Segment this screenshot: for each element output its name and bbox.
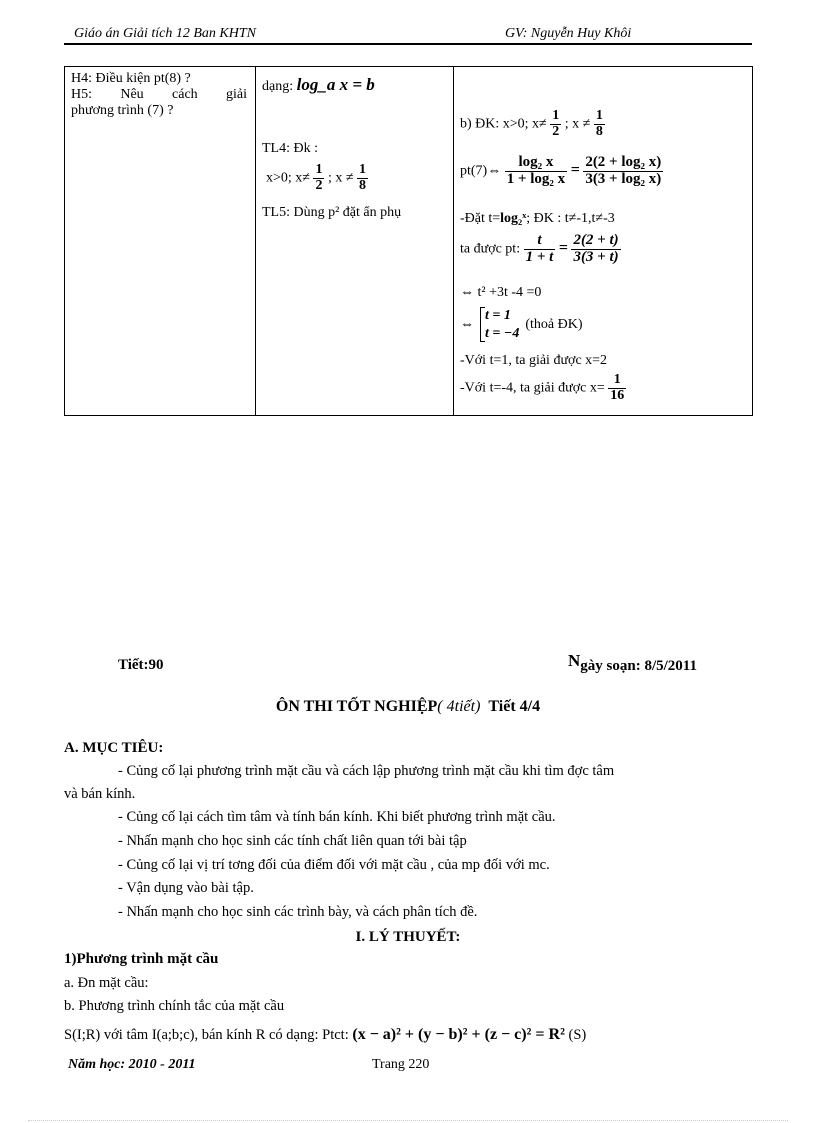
sphere-formula-text: S(I;R) với tâm I(a;b;c), bán kính R có dạng: Ptct: [64,1027,349,1043]
solution-cell: b) ĐK: x>0; x≠ $\frac{1}{2}$ ; x ≠ $\frac{1}{8}$ pt(7)⇔ $\frac{\text{log₂ x}}{\text{1 + log₂ x}}$ = $\frac{\text{2(2 + log₂ x)}}{\text{3(3 + log₂ x)}}$ -Đặt t=log₂ˣ; ĐK : t≠-1,t≠-3 ta được pt: $\frac{t}{1 + t}$ = $\frac{2(2 + t)}{3(3 + t)}$ ⇔ t² +3t -4 =0 ⇔ t = 1 t = −4 (thoả ĐK) -Với t=1, ta giải được x=2 -Với t=-4, ta giải được x= $\frac{1}{16}$ [454,67,753,416]
sphere-formula: (x − a)² + (y − b)² + (z − c)² = R² [352,1026,565,1043]
objective-1: - Củng cố lại phương trình mặt cầu và cách lập phương trình mặt cầu khi tìm đợc tâm [118,763,615,779]
objectives-heading: A. MỤC TIÊU: [64,740,164,756]
new-equation-label: ta được pt: [460,241,521,257]
case-t-equals-minus4: t = −4 [485,325,520,341]
objective-1-cont: và bán kính. [64,786,136,802]
satisfies-condition: (thoả ĐK) [525,316,583,332]
fraction-one-half: $\frac{1}{2}$ [552,108,560,139]
fraction-one-half: $\frac{1}{2}$ [315,162,323,193]
page-edge [28,1120,788,1121]
substitution-prefix: -Đặt t= [460,211,501,226]
prepared-date: Ngày soạn: 8/5/2011 [568,651,697,674]
fraction-one-sixteenth: $\frac{1}{16}$ [610,372,625,403]
substitution-suffix: ; ĐK : t≠-1,t≠-3 [526,211,615,226]
question-h5-line1: H5: Nêu cách giải [71,87,247,102]
case-t-equals-1: t = 1 [485,308,511,323]
objective-2: - Củng cố lại cách tìm tâm và tính bán kính. Khi biết phương trình mặt cầu. [118,809,556,825]
objective-6: - Nhấn mạnh cho học sinh các trình bày, và cách phân tích đề. [118,904,478,920]
canonical-equation: b. Phương trình chính tắc của mặt cầu [64,998,285,1014]
fraction-one-eighth: $\frac{1}{8}$ [595,108,603,139]
question-h5-line2: phương trình (7) ? [71,103,174,118]
sphere-definition: a. Đn mặt cầu: [64,975,149,991]
equiv-symbol: ⇔ [460,316,474,332]
pt7-lhs-fraction: $\frac{\text{log₂ x}}{\text{1 + log₂ x}}$ [506,154,566,187]
theory-heading: I. LÝ THUYẾT: [355,929,461,945]
page-number: Trang 220 [372,1057,430,1072]
condition-sep: ; x ≠ [564,116,591,132]
substitution-log: log₂ˣ [500,211,527,226]
header-left: Giáo án Giải tích 12 Ban KHTN [74,26,257,41]
log-formula: log_a x = b [296,75,375,94]
tl4-title: TL4: Đk : [262,141,318,156]
pt7-label: pt(7)⇔ [460,163,502,179]
question-h4: H4: Điều kiện pt(8) ? [71,71,191,86]
objective-3: - Nhấn mạnh cho học sinh các tính chất liên quan tới bài tập [118,833,467,849]
teacher-questions-cell [65,67,256,416]
sphere-equation-heading: 1)Phương trình mặt cầu [64,951,219,967]
header-right: GV: Nguyễn Huy Khôi [505,26,632,41]
sphere-formula-line [64,1026,586,1044]
tl4-prefix: x>0; x≠ [266,170,310,186]
header-rule [64,43,752,45]
condition-prefix: b) ĐK: x>0; x≠ [460,116,547,132]
result-t1: -Với t=1, ta giải được x=2 [460,353,608,368]
tl5-answer: TL5: Dùng p² đặt ẩn phụ [262,205,402,220]
t-lhs-fraction: $\frac{t}{1 + t}$ [525,232,554,265]
result-t-minus4-prefix: -Với t=-4, ta giải được x= [460,380,605,396]
quadratic-equation: ⇔ t² +3t -4 =0 [460,285,542,300]
school-year: Năm học: 2010 - 2011 [68,1057,196,1072]
dang-label: dạng: [262,79,294,94]
tl4-sep: ; x ≠ [327,170,354,186]
period-number: Tiết:90 [118,657,164,673]
objective-5: - Vận dụng vào bài tập. [118,880,254,896]
lesson-table [64,66,753,416]
sphere-label: (S) [568,1027,587,1043]
t-rhs-fraction: $\frac{2(2 + t)}{3(3 + t)}$ [573,232,619,265]
student-answers-cell [256,67,454,416]
pt7-rhs-fraction: $\frac{\text{2(2 + log₂ x)}}{\text{3(3 + log₂ x)}}$ [585,154,662,187]
objective-4: - Củng cố lại vị trí tơng đối của điểm đối với mặt cầu , của mp đối với mc. [118,857,550,873]
case-bracket [480,307,519,342]
fraction-one-eighth: $\frac{1}{8}$ [359,162,367,193]
lesson-title: ÔN THI TỐT NGHIỆP( 4tiết) Tiết 4/4 [275,698,541,715]
